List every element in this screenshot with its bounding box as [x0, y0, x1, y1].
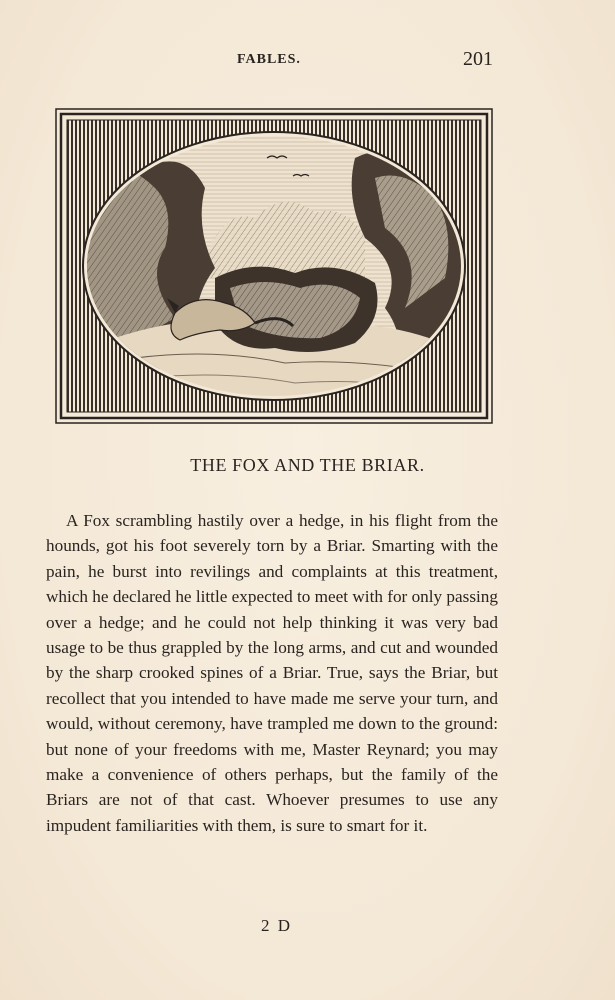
- woodcut-illustration: [55, 108, 493, 424]
- page-number: 201: [463, 48, 493, 70]
- running-head: FABLES.: [237, 52, 301, 67]
- fable-text: A Fox scrambling hastily over a hedge, in his flight from the hounds, got his foot severely torn by a Briar. Smarting with the pain, he burst into revilings and complaints at this treatment, which he declared he little expected to meet with for only passing over a hedge; and he could not help thinking it was very bad usage to be thus grappled by the long arms, and cut and wounded by the sharp crooked spines of a Briar. True, says the Briar, but recollect that you intended to have made me serve your turn, and would, without ceremony, have trampled me down to the ground: but none of your freedoms with me, Master Reynard; you may make a convenience of others perhaps, but the family of the Briars are not of that cast. Whoever presumes to use any impudent familiarities with them, is sure to smart for it.: [46, 511, 498, 835]
- woodcut-svg: [55, 108, 493, 424]
- signature-mark: 2 D: [261, 916, 293, 935]
- fable-title: THE FOX AND THE BRIAR.: [190, 455, 425, 475]
